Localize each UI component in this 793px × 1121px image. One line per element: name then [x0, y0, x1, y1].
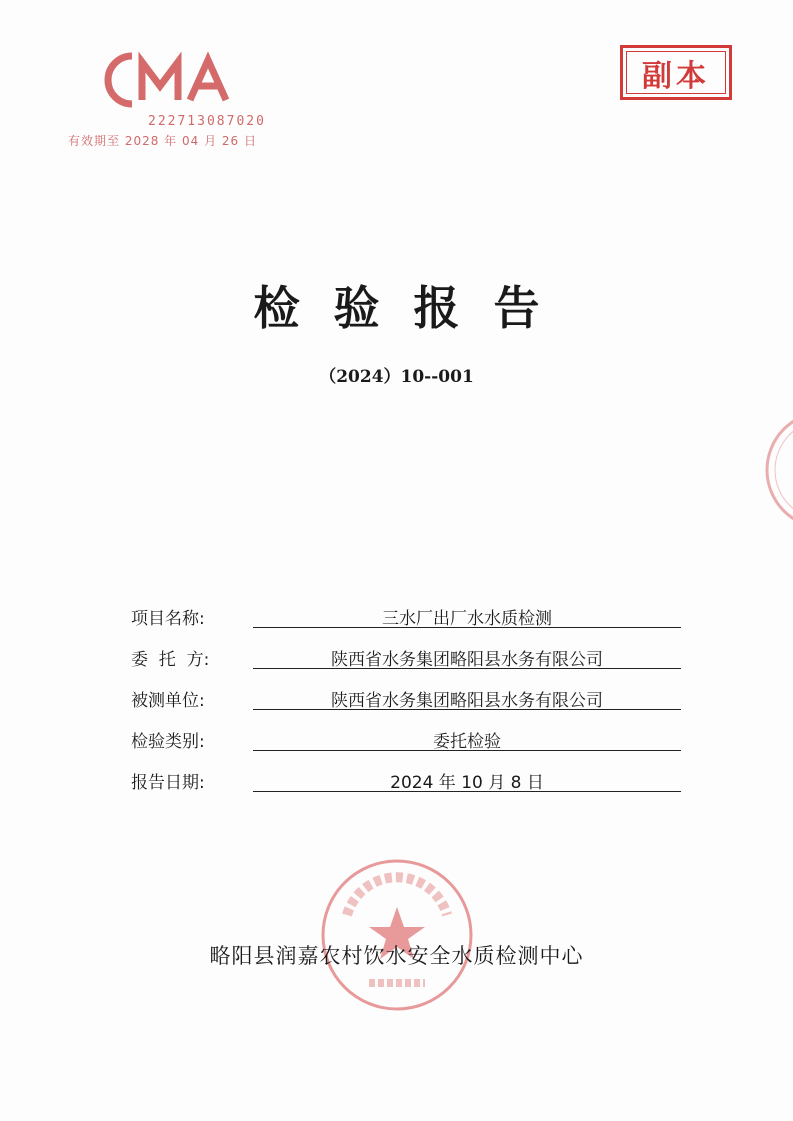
field-label: 报告日期: — [131, 773, 205, 793]
field-value: 陕西省水务集团略阳县水务有限公司 — [253, 645, 681, 669]
field-label: 被测单位: — [131, 691, 205, 711]
field-label: 委 托 方: — [131, 650, 210, 670]
field-project-name — [131, 604, 691, 645]
copy-stamp-text: 副本 — [642, 58, 710, 94]
field-value: 2024 年 10 月 8 日 — [253, 768, 681, 792]
report-fields — [131, 604, 691, 809]
cma-logo-icon — [102, 50, 277, 110]
cma-number: 222713087020 — [148, 114, 266, 129]
field-inspection-type — [131, 727, 691, 768]
cma-mark — [62, 50, 272, 150]
organization-name: 略阳县润嘉农村饮水安全水质检测中心 — [209, 944, 584, 968]
report-title: 检验报告 — [253, 281, 574, 335]
organization-seal-icon — [317, 855, 477, 1015]
field-report-date — [131, 768, 691, 809]
report-number: （2024）10--001 — [319, 367, 474, 387]
field-tested-unit — [131, 686, 691, 727]
field-value: 三水厂出厂水水质检测 — [253, 604, 681, 628]
field-value: 陕西省水务集团略阳县水务有限公司 — [253, 686, 681, 710]
field-client — [131, 645, 691, 686]
field-value: 委托检验 — [253, 727, 681, 751]
field-label: 检验类别: — [131, 732, 205, 752]
copy-stamp — [620, 45, 732, 100]
edge-seal-icon — [760, 405, 793, 535]
cma-validity: 有效期至 2028 年 04 月 26 日 — [68, 134, 257, 148]
field-label: 项目名称: — [131, 609, 205, 629]
